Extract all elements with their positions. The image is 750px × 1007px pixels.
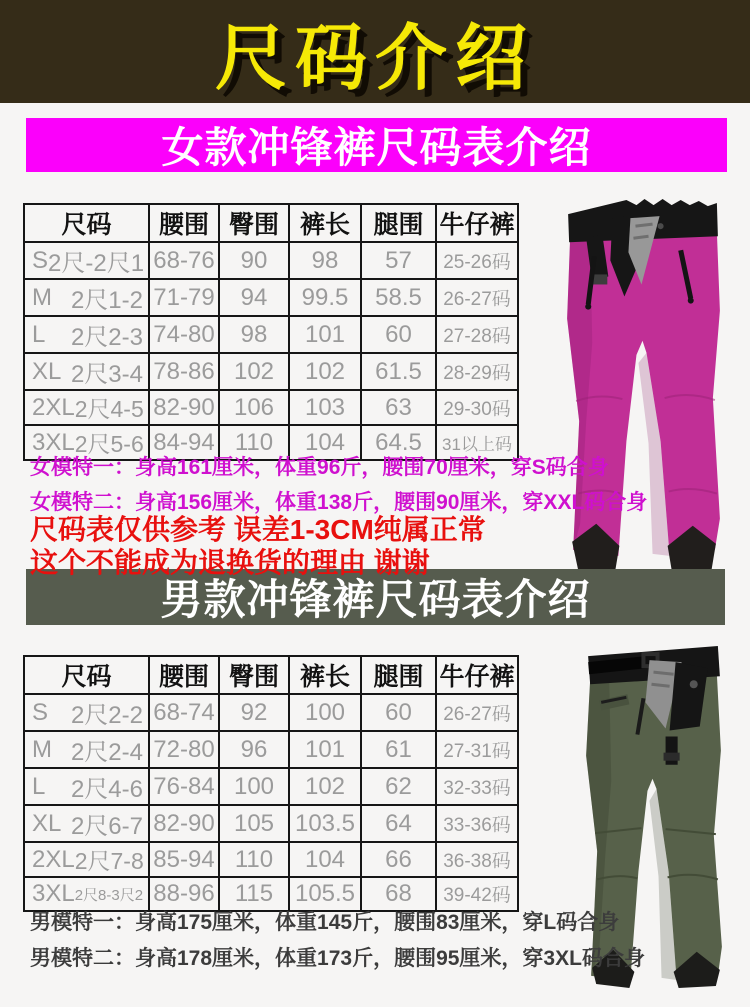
size-cn: 2尺7-8 [74,848,144,874]
size-row [24,390,518,425]
page-title: 尺码介绍 [214,18,535,99]
size-disclaimer-line-2: 这个不能成为退换货的理由 谢谢 [30,547,430,578]
col-size: 尺码 [24,204,149,242]
cell-length: 103.5 [289,805,361,842]
women-model-note-1: 女模特一：身高161厘米，体重96斤，腰围70厘米，穿S码合身 [30,456,609,479]
size-letter: 2XL [32,845,75,873]
cell-jeans: 32-33码 [436,768,518,805]
cell-size [24,316,149,353]
cell-waist: 68-76 [149,242,219,279]
size-cn: 2尺4-5 [74,396,144,422]
men-model-note-1: 男模特一：身高175厘米，体重145斤，腰围83厘米，穿L码合身 [30,911,620,934]
cell-jeans: 31以上码 [436,425,518,460]
size-letter: 3XL [32,880,75,907]
size-letter: 3XL [32,428,75,456]
size-cn: 2尺5-6 [74,431,144,457]
cell-jeans: 36-38码 [436,842,518,877]
cell-jeans: 39-42码 [436,877,518,911]
col-leg: 腿围 [361,656,436,694]
cell-jeans: 26-27码 [436,279,518,316]
cell-leg: 60 [361,316,436,353]
cell-waist: 76-84 [149,768,219,805]
size-letter: XL [32,357,62,385]
cell-size [24,842,149,877]
cell-length: 103 [289,390,361,425]
size-letter: M [32,283,52,311]
cell-hip: 94 [219,279,289,316]
cell-hip: 110 [219,842,289,877]
cell-jeans: 27-31码 [436,731,518,768]
cell-hip: 100 [219,768,289,805]
cell-size [24,279,149,316]
women-model-note-2: 女模特二：身高156厘米，体重138斤，腰围90厘米，穿XXL码合身 [30,491,648,514]
cell-leg: 57 [361,242,436,279]
size-row [24,768,518,805]
size-cn: 2尺1-2 [70,287,143,314]
size-cn: 2尺8-3尺2 [74,886,144,904]
cell-length: 101 [289,731,361,768]
size-cn: 2尺-2尺1 [48,250,145,277]
cell-length: 99.5 [289,279,361,316]
page-header [0,0,750,103]
col-hip: 臀围 [219,656,289,694]
cell-waist: 68-74 [149,694,219,731]
men-banner-label: 男款冲锋裤尺码表介绍 [160,576,591,623]
cell-leg: 58.5 [361,279,436,316]
size-letter: S [32,246,49,274]
cell-size [24,694,149,731]
cell-size [24,390,149,425]
col-size: 尺码 [24,656,149,694]
cell-length: 100 [289,694,361,731]
cell-jeans: 27-28码 [436,316,518,353]
cell-waist: 85-94 [149,842,219,877]
cell-waist: 82-90 [149,805,219,842]
cell-hip: 90 [219,242,289,279]
size-letter: M [32,735,52,763]
cell-leg: 64.5 [361,425,436,460]
cell-leg: 68 [361,877,436,911]
cell-size [24,768,149,805]
size-cn: 2尺4-6 [70,776,143,803]
cell-hip: 96 [219,731,289,768]
cell-length: 105.5 [289,877,361,911]
col-waist: 腰围 [149,204,219,242]
men-pants-photo [579,640,727,990]
size-letter: L [32,320,46,348]
col-length: 裤长 [289,204,361,242]
cell-length: 104 [289,842,361,877]
cell-leg: 61 [361,731,436,768]
size-letter: L [32,772,46,800]
women-pants-photo [556,192,729,582]
cell-waist: 74-80 [149,316,219,353]
cell-leg: 60 [361,694,436,731]
col-hip: 臀围 [219,204,289,242]
size-row [24,842,518,877]
men-table-header-row [24,656,518,694]
size-row [24,316,518,353]
men-model-note-2: 男模特二：身高178厘米，体重173斤，腰围95厘米，穿3XL码合身 [30,947,645,970]
cell-hip: 105 [219,805,289,842]
cell-length: 102 [289,353,361,390]
col-waist: 腰围 [149,656,219,694]
men-size-table [23,655,519,912]
col-length: 裤长 [289,656,361,694]
women-size-table [23,203,519,461]
cell-leg: 63 [361,390,436,425]
cell-hip: 102 [219,353,289,390]
size-row [24,353,518,390]
col-jeans: 牛仔裤 [436,204,518,242]
cell-jeans: 28-29码 [436,353,518,390]
cell-length: 104 [289,425,361,460]
size-row [24,694,518,731]
cell-waist: 88-96 [149,877,219,911]
size-row [24,279,518,316]
cell-waist: 78-86 [149,353,219,390]
women-section-banner [26,118,727,172]
cell-length: 102 [289,768,361,805]
cell-hip: 98 [219,316,289,353]
size-row [24,242,518,279]
size-cn: 2尺3-4 [70,361,143,388]
cell-hip: 110 [219,425,289,460]
size-cn: 2尺2-4 [70,739,143,766]
col-jeans: 牛仔裤 [436,656,518,694]
cell-hip: 106 [219,390,289,425]
cell-size [24,731,149,768]
size-cn: 2尺6-7 [70,813,143,840]
cell-leg: 66 [361,842,436,877]
cell-size [24,805,149,842]
cell-jeans: 25-26码 [436,242,518,279]
cell-waist: 84-94 [149,425,219,460]
cell-leg: 62 [361,768,436,805]
cell-jeans: 26-27码 [436,694,518,731]
cell-hip: 115 [219,877,289,911]
cell-waist: 71-79 [149,279,219,316]
col-leg: 腿围 [361,204,436,242]
cell-size [24,242,149,279]
size-row [24,805,518,842]
size-disclaimer-line-1: 尺码表仅供参考 误差1-3CM纯属正常 [30,514,486,545]
cell-waist: 82-90 [149,390,219,425]
cell-hip: 92 [219,694,289,731]
women-table-header-row [24,204,518,242]
cell-length: 98 [289,242,361,279]
size-letter: 2XL [32,393,75,421]
size-row [24,731,518,768]
cell-jeans: 29-30码 [436,390,518,425]
women-banner-label: 女款冲锋裤尺码表介绍 [161,124,592,171]
cell-leg: 64 [361,805,436,842]
cell-length: 101 [289,316,361,353]
cell-size [24,353,149,390]
size-cn: 2尺2-3 [70,324,143,351]
cell-waist: 72-80 [149,731,219,768]
size-cn: 2尺2-2 [70,702,143,729]
size-letter: S [32,698,49,726]
cell-jeans: 33-36码 [436,805,518,842]
size-letter: XL [32,809,62,837]
cell-leg: 61.5 [361,353,436,390]
